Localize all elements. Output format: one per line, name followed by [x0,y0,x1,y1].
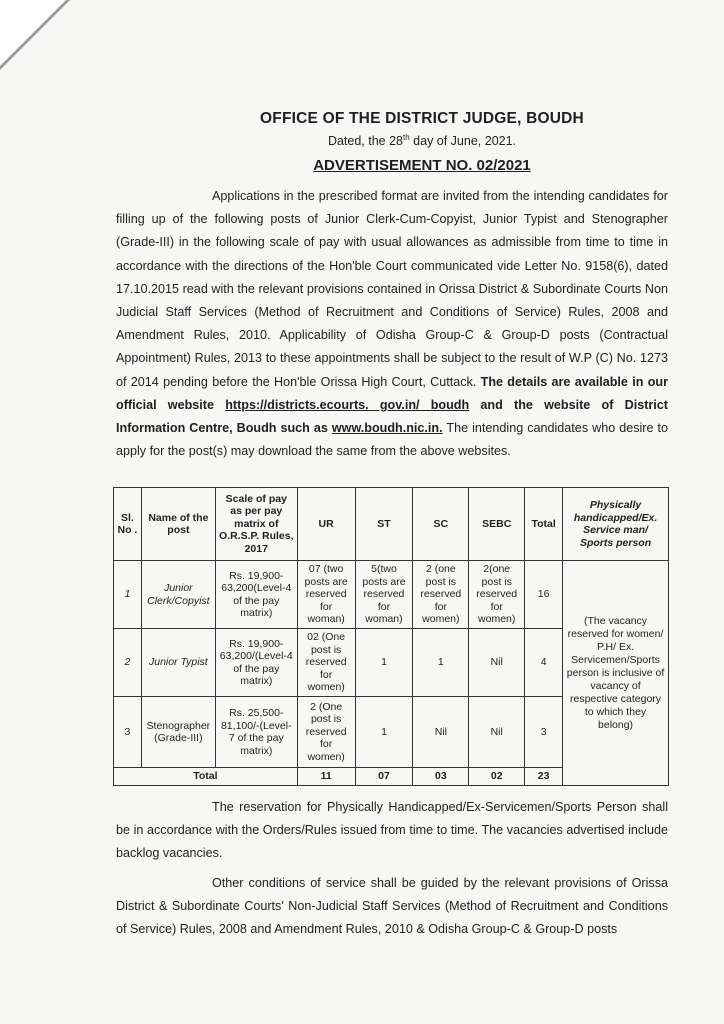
ph-note-cell: (The vacancy reserved for women/ P.H/ Ex. Servicemen/Sports person is inclusive of vacancy of respective category to which they belong) [563,561,669,786]
total-sebc: 02 [469,768,525,786]
cell-ur: 07 (two posts are reserved for woman) [297,561,355,629]
header-scale: Scale of pay as per pay matrix of O.R.S.P. Rules, 2017 [215,488,297,561]
header-sl: Sl. No . [114,488,142,561]
header-st: ST [355,488,413,561]
cell-sc: 2 (one post is reserved for women) [413,561,469,629]
ecourts-link[interactable]: https://districts.ecourts. gov.in/ boudh [225,397,470,412]
intro-bold-2: and the website of District Information Centre, Boudh such as [116,397,668,436]
cell-sc: Nil [413,697,469,768]
cell-st: 1 [355,697,413,768]
vacancy-table [113,487,669,786]
advertisement-number: ADVERTISEMENT NO. 02/2021 [313,157,531,174]
header-ur: UR [297,488,355,561]
total-sc: 03 [413,768,469,786]
table-header-row [114,488,669,561]
cell-ur: 02 (One post is reserved for women) [297,629,355,697]
reservation-paragraph: The reservation for Physically Handicapped/Ex-Servicemen/Sports Person shall be in accordance with the Orders/Rules issued from time to time. The vacancies advertised include backlog vacancies. [116,800,668,861]
header-sc: SC [413,488,469,561]
nic-link[interactable]: www.boudh.nic.in. [331,421,443,436]
page-corner-fold-inner [0,0,66,66]
total-label: Total [114,768,298,786]
office-title: OFFICE OF THE DISTRICT JUDGE, BOUDH [260,110,584,127]
cell-sebc: Nil [469,697,525,768]
cell-total: 3 [525,697,563,768]
cell-sl: 2 [114,629,142,697]
total-ur: 11 [297,768,355,786]
cell-st: 5(two posts are reserved for woman) [355,561,413,629]
conditions-paragraph: Other conditions of service shall be guided by the relevant provisions of Orissa District & Subordinate Courts' Non-Judicial Staff Services (Method of Recruitment and Conditions of Service) Rules, 2008 and Amendment Rules, 2010 & Odisha Group-C & Group-D posts [116,876,668,937]
table-row [114,561,669,629]
cell-name: Stenographer (Grade-III) [141,697,215,768]
header-total: Total [525,488,563,561]
date-superscript: th [403,133,410,142]
date-line [0,133,724,148]
intro-text-1: Applications in the prescribed format are invited from the intending candidates for filling up of the following posts of Junior Clerk-Cum-Copyist, Junior Typist and Stenographer (Grade-III) in the following scale of pay with usual allowances as admissible from time to time in accordance with the directions of the Hon'ble Court communicated vide Letter No. 9158(6), dated 17.10.2015 read with the relevant provisions contained in Orissa District & Subordinate Courts Non Judicial Staff Services (Method of Recruitment and Conditions of Service) Rules, 2008 and Amendment Rules, 2010. Applicability of Odisha Group-C & Group-D posts (Contractual Appointment) Rules, 2013 to these appointments shall be subject to the result of W.P (C) No. 1273 of 2014 pending before the Hon'ble Orissa High Court, Cuttack. [116,189,668,389]
cell-sebc: Nil [469,629,525,697]
header-sebc: SEBC [469,488,525,561]
intro-paragraph [116,185,668,463]
header-ph: Physically handicapped/Ex. Service man/ Sports person [563,488,669,561]
date-prefix: Dated, the 28 [327,134,404,149]
cell-total: 16 [525,561,563,629]
header-name: Name of the post [141,488,215,561]
cell-sl: 1 [114,561,142,629]
cell-sebc: 2(one post is reserved for women) [469,561,525,629]
total-st: 07 [355,768,413,786]
cell-sl: 3 [114,697,142,768]
cell-scale: Rs. 19,900-63,200/(Level-4 of the pay matrix) [215,629,297,697]
cell-name: Junior Typist [141,629,215,697]
cell-sc: 1 [413,629,469,697]
intro-bold-1: The details are available in our official website [116,374,668,412]
cell-st: 1 [355,629,413,697]
intro-text-2: The intending candidates who desire to apply for the post(s) may download the same from the above websites. [116,421,668,459]
total-total: 23 [525,768,563,786]
cell-scale: Rs. 25,500-81,100/-(Level-7 of the pay matrix) [215,697,297,768]
cell-ur: 2 (One post is reserved for women) [297,697,355,768]
cell-total: 4 [525,629,563,697]
cell-scale: Rs. 19,900-63,200(Level-4 of the pay matrix) [215,561,297,629]
cell-name: Junior Clerk/Copyist [141,561,215,629]
date-suffix: day of June, 2021. [409,134,517,149]
